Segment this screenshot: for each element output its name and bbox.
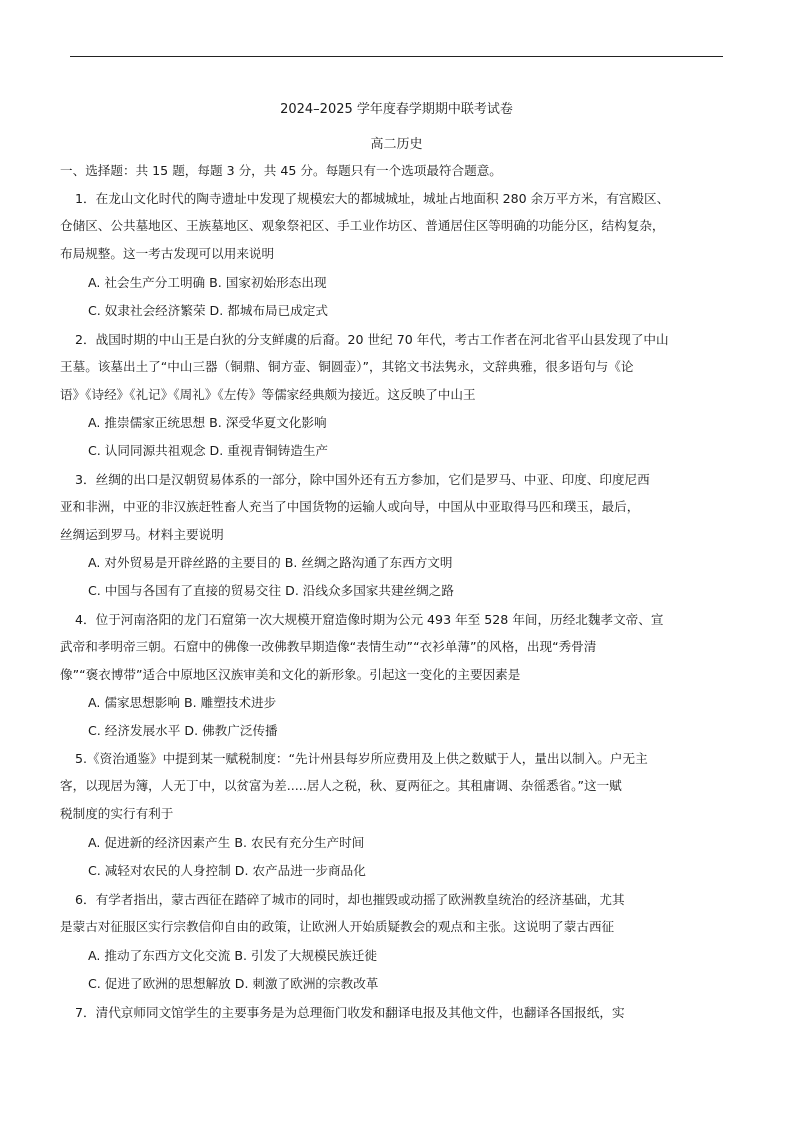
exam-subject: 高二历史 [370,137,423,152]
question-line: 是蒙古对征服区实行宗教信仰自由的政策，让欧洲人开始质疑教会的观点和主张。这说明了蒙古西征 [60,919,615,935]
question-6-options-ab[interactable]: A. 推动了东西方文化交流 B. 引发了大规模民族迁徙 [88,948,377,963]
question-line: 6．有学者指出，蒙古西征在踏碎了城市的同时，却也摧毁或动摇了欧洲教皇统治的经济基础，尤其 [75,892,625,907]
question-line: 7．清代京师同文馆学生的主要事务是为总理衙门收发和翻译电报及其他文件，也翻译各国报纸，实 [75,1005,625,1020]
question-line: 5.《资治通鉴》中提到某一赋税制度：“先计州县每岁所应费用及上供之数赋于人，量出以制入。户无主 [75,751,648,766]
question-line: 4．位于河南洛阳的龙门石窟第一次大规模开窟造像时期为公元 493 年至 528 年间，历经北魏孝文帝、宣 [75,612,664,627]
question-5-options-ab[interactable]: A. 促进新的经济因素产生 B. 农民有充分生产时间 [88,835,365,850]
question-line: 3．丝绸的出口是汉朝贸易体系的一部分，除中国外还有五方参加，它们是罗马、中亚、印度、印度尼西 [75,472,650,487]
question-5 [60,745,730,827]
header-rule [70,56,723,57]
question-7 [60,999,730,1026]
question-line: 武帝和孝明帝三朝。石窟中的佛像一改佛教早期造像“表情生动”“衣衫单薄”的风格，出现“秀骨清 [60,639,597,655]
question-2-options-ab[interactable]: A. 推崇儒家正统思想 B. 深受华夏文化影响 [88,415,327,430]
question-line: 客，以现居为簿，人无丁中，以贫富为差.....居人之税，秋、夏两征之。其租庸调、杂徭悉省。”这一赋 [60,778,622,794]
question-line: 丝绸运到罗马。材料主要说明 [60,526,224,542]
question-line: 语》《诗经》《礼记》《周礼》《左传》等儒家经典颇为接近。这反映了中山王 [60,386,476,402]
question-3-options-cd[interactable]: C. 中国与各国有了直接的贸易交往 D. 沿线众多国家共建丝绸之路 [88,583,454,598]
question-2 [60,326,730,408]
question-line: 像”“褒衣博带”适合中原地区汉族审美和文化的新形象。引起这一变化的主要因素是 [60,666,521,682]
question-4 [60,606,730,688]
question-1-options-ab[interactable]: A. 社会生产分工明确 B. 国家初始形态出现 [88,275,327,290]
question-4-options-cd[interactable]: C. 经济发展水平 D. 佛教广泛传播 [88,723,278,738]
question-3-options-ab[interactable]: A. 对外贸易是开辟丝路的主要目的 B. 丝绸之路沟通了东西方文明 [88,555,453,570]
question-6-options-cd[interactable]: C. 促进了欧洲的思想解放 D. 刺激了欧洲的宗教改革 [88,976,379,991]
question-1-options-cd[interactable]: C. 奴隶社会经济繁荣 D. 都城布局已成定式 [88,303,329,318]
question-line: 2．战国时期的中山王是白狄的分支鲜虞的后裔。20 世纪 70 年代，考古工作者在河北省平山县发现了中山 [75,332,669,347]
question-line: 1．在龙山文化时代的陶寺遗址中发现了规模宏大的都城城址，城址占地面积 280 余万平方米，有宫殿区、 [75,191,670,206]
question-6 [60,886,730,941]
question-4-options-ab[interactable]: A. 儒家思想影响 B. 雕塑技术进步 [88,695,277,710]
exam-title: 2024–2025 学年度春学期期中联考试卷 [280,102,513,117]
question-2-options-cd[interactable]: C. 认同同源共祖观念 D. 重视青铜铸造生产 [88,443,329,458]
question-5-options-cd[interactable]: C. 减轻对农民的人身控制 D. 农产品进一步商品化 [88,863,366,878]
question-line: 布局规整。这一考古发现可以用来说明 [60,245,275,261]
question-1 [60,185,730,267]
question-line: 亚和非洲，中亚的非汉族赶牲畜人充当了中国货物的运输人或向导，中国从中亚取得马匹和璞玉，最后， [60,499,640,515]
question-line: 仓储区、公共墓地区、王族墓地区、观象祭祀区、手工业作坊区、普通居住区等明确的功能分区，结构复杂， [60,218,665,234]
question-3 [60,466,730,548]
question-line: 王墓。该墓出土了“中山三器（铜鼎、铜方壶、铜圆壶）”，其铭文书法隽永，文辞典雅，很多语句与《论 [60,359,634,375]
question-line: 税制度的实行有利于 [60,805,174,821]
section-instruction: 一、选择题：共 15 题，每题 3 分，共 45 分。每题只有一个选项最符合题意。 [60,163,502,178]
